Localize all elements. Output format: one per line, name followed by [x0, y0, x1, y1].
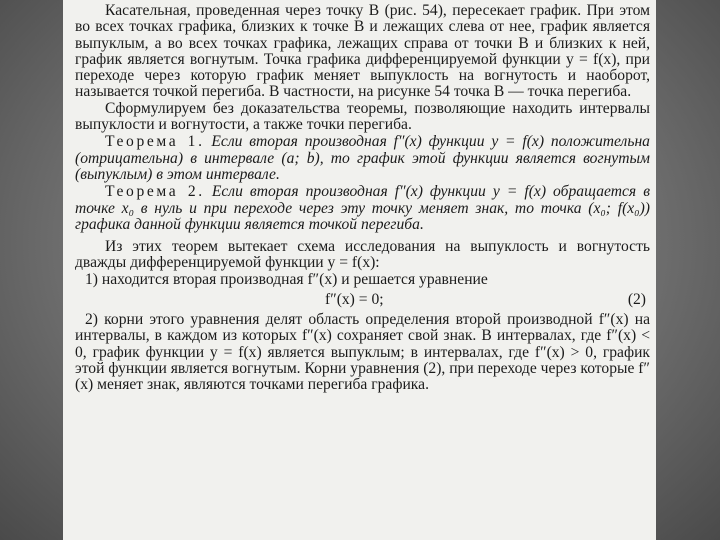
theorem-1 — [75, 134, 650, 183]
scheme-step-2: 2) корни этого уравнения делят область определения второй производной f″(x) на интервалы, в каждом из которых f″(x) сохраняет свой знак. В интервалах, где f″(x) < 0, график функции y = f(x) является выпуклым; в интервалах, где f″(x) > 0, график этой функции является вогнутым. Корни уравнения (2), при переходе через которые f″(x) меняет знак, являются точками перегиба графика. — [75, 311, 650, 394]
theorem-2 — [75, 184, 650, 233]
equation: f″(x) = 0; — [325, 291, 384, 309]
equation-number: (2) — [627, 291, 646, 309]
paragraph-inflection-definition: Касательная, проведенная через точку B (рис. 54), пересекает график. При этом во всех точках графика, близких к точке B и лежащих слева от нее, график является выпуклым, а во всех точках графика, лежащих справа от точки B и близких к ней, график является вогнутым. Точка графика дифференцируемой функции y = f(x), при переходе через которую график меняет выпуклость на вогнутость и наоборот, называется точкой перегиба. В частности, на рисунке 54 точка B — точка перегиба. — [75, 2, 650, 101]
equation-line — [75, 290, 650, 310]
textbook-page — [63, 0, 656, 540]
scheme-step-1: 1) находится вторая производная f″(x) и решается уравнение — [85, 270, 488, 288]
paragraph-theorems-intro: Сформулируем без доказательства теоремы, позволяющие находить интервалы выпуклости и вогнутости, а также точки перегиба. — [75, 99, 650, 134]
paragraph-scheme-intro: Из этих теорем вытекает схема исследования на выпуклость и вогнутость дважды дифференцируемой функции y = f(x): — [75, 238, 650, 272]
theorem-1-body: Если вторая производная f″(x) функции y = f(x) положительна (отрицательна) в интервале (a; b), то график этой функции является вогнутым (выпуклым) в этом интервале. — [75, 133, 650, 183]
page-content — [75, 3, 650, 394]
theorem-2-body: Если вторая производная f″(x) функции y = f(x) обращается в точке x₀ в нуль и при переходе через эту точку меняет знак, то точка (x₀; f(x₀)) графика данной функции является точкой перегиба. — [75, 183, 650, 233]
theorem-2-lead: Теорема 2. — [105, 183, 205, 201]
theorem-1-lead: Теорема 1. — [105, 133, 205, 151]
